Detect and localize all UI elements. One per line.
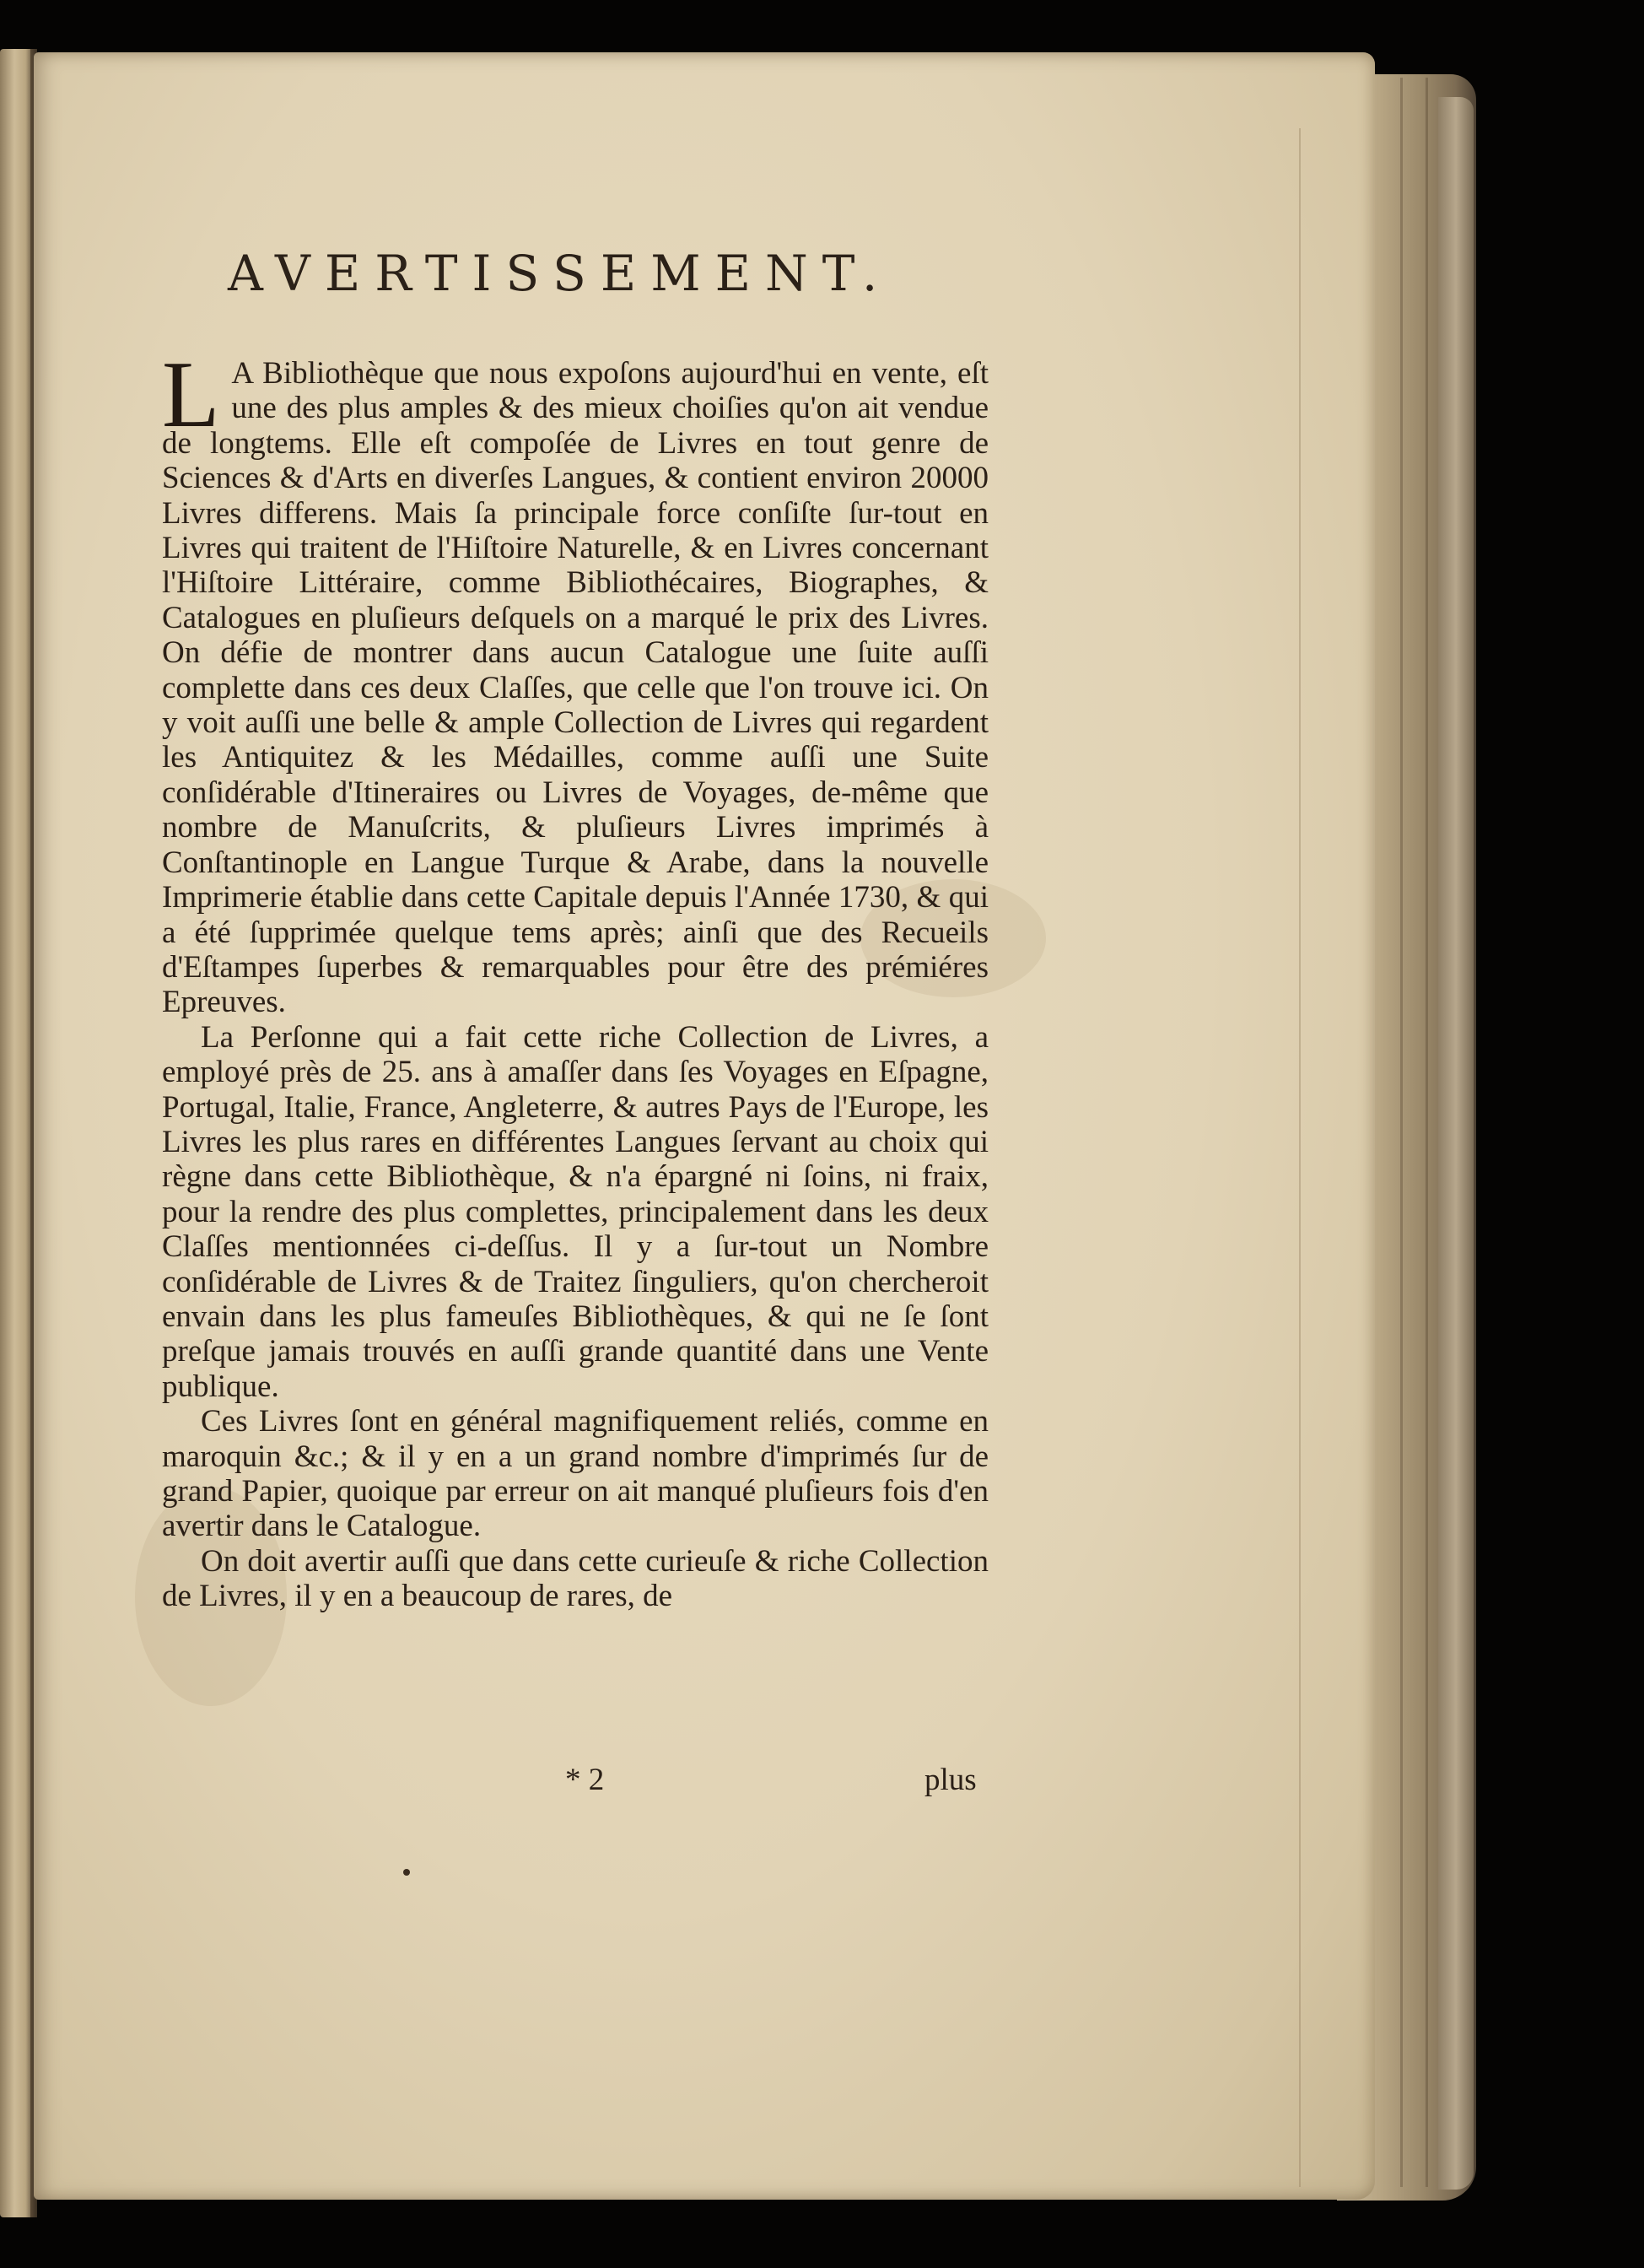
page-stack-line [1426,78,1428,2187]
paragraph-1-text: A Bibliothèque que nous expoſons aujourd'hui en vente, eſt une des plus amples & des mieux choiſies qu'on ait vendue de longtems. Elle eſt compoſée de Livres en tout genre de Sciences & d'Arts en diverſes Langues, & contient environ 20000 Livres differens. Mais ſa principale force conſiſte ſur-tout en Livres qui traitent de l'Hiſtoire Naturelle, & en Livres concernant l'Hiſtoire Littéraire, comme Bibliothécaires, Biographes, & Catalogues en pluſieurs deſquels on a marqué le prix des Livres. On défie de montrer dans aucun Catalogue une ſuite auſſi complette dans ces deux Claſſes, que celle que l'on trouve ici. On y voit auſſi une belle & ample Collection de Livres qui regardent les Antiquitez & les Médailles, comme auſſi une Suite conſidérable d'Itineraires ou Livres de Voyages, de-même que nombre de Manuſcrits, & pluſieurs Livres imprimés à Conſtantinople en Langue Turque & Arabe, dans la nouvelle Imprimerie établie dans cette Capitale depuis l'Année 1730, & qui a été ſupprimée quelque tems après; ainſi que des Recueils d'Eſtampes ſuperbes & remarquables pour être des prémiéres Epreuves. [162,356,989,1020]
paragraph-3: Ces Livres ſont en général magnifiquement reliés, comme en maroquin &c.; & il y en a un grand nombre d'imprimés ſur de grand Papier, quoique par erreur on ait manqué pluſieurs fois d'en avertir dans le Catalogue. [162,1404,989,1544]
body-text [162,343,989,1614]
catchword: plus [924,1763,977,1797]
page-stack-line [1400,78,1403,2187]
page-heading: AVERTISSEMENT. [228,245,892,302]
signature-mark: * 2 [565,1763,605,1797]
cover-board-edge [1438,97,1474,2190]
drop-cap: L [162,343,220,447]
ink-speck [403,1869,410,1876]
previous-page-edge [0,49,32,2217]
paragraph-4: On doit avertir auſſi que dans cette curieuſe & riche Collection de Livres, il y en a beaucoup de rares, de [162,1543,989,1614]
paragraph-1 [162,343,989,1020]
paragraph-2: La Perſonne qui a fait cette riche Collection de Livres, a employé près de 25. ans à amaſſer dans ſes Voyages en Eſpagne, Portugal, Italie, France, Angleterre, & autres Pays de l'Europe, les Livres les plus rares en différentes Langues ſervant au choix qui règne dans cette Bibliothèque, & n'a épargné ni ſoins, ni fraix, pour la rendre des plus complettes, principalement dans les deux Claſſes mentionnées ci-deſſus. Il y a ſur-tout un Nombre conſidérable de Livres & de Traitez ſinguliers, qu'on chercheroit envain dans les plus fameuſes Bibliothèques, & qui ne ſe ſont preſque jamais trouvés en auſſi grande quantité dans une Vente publique. [162,1019,989,1404]
page-fold-line [1299,128,1301,2187]
book-page [34,52,1375,2200]
